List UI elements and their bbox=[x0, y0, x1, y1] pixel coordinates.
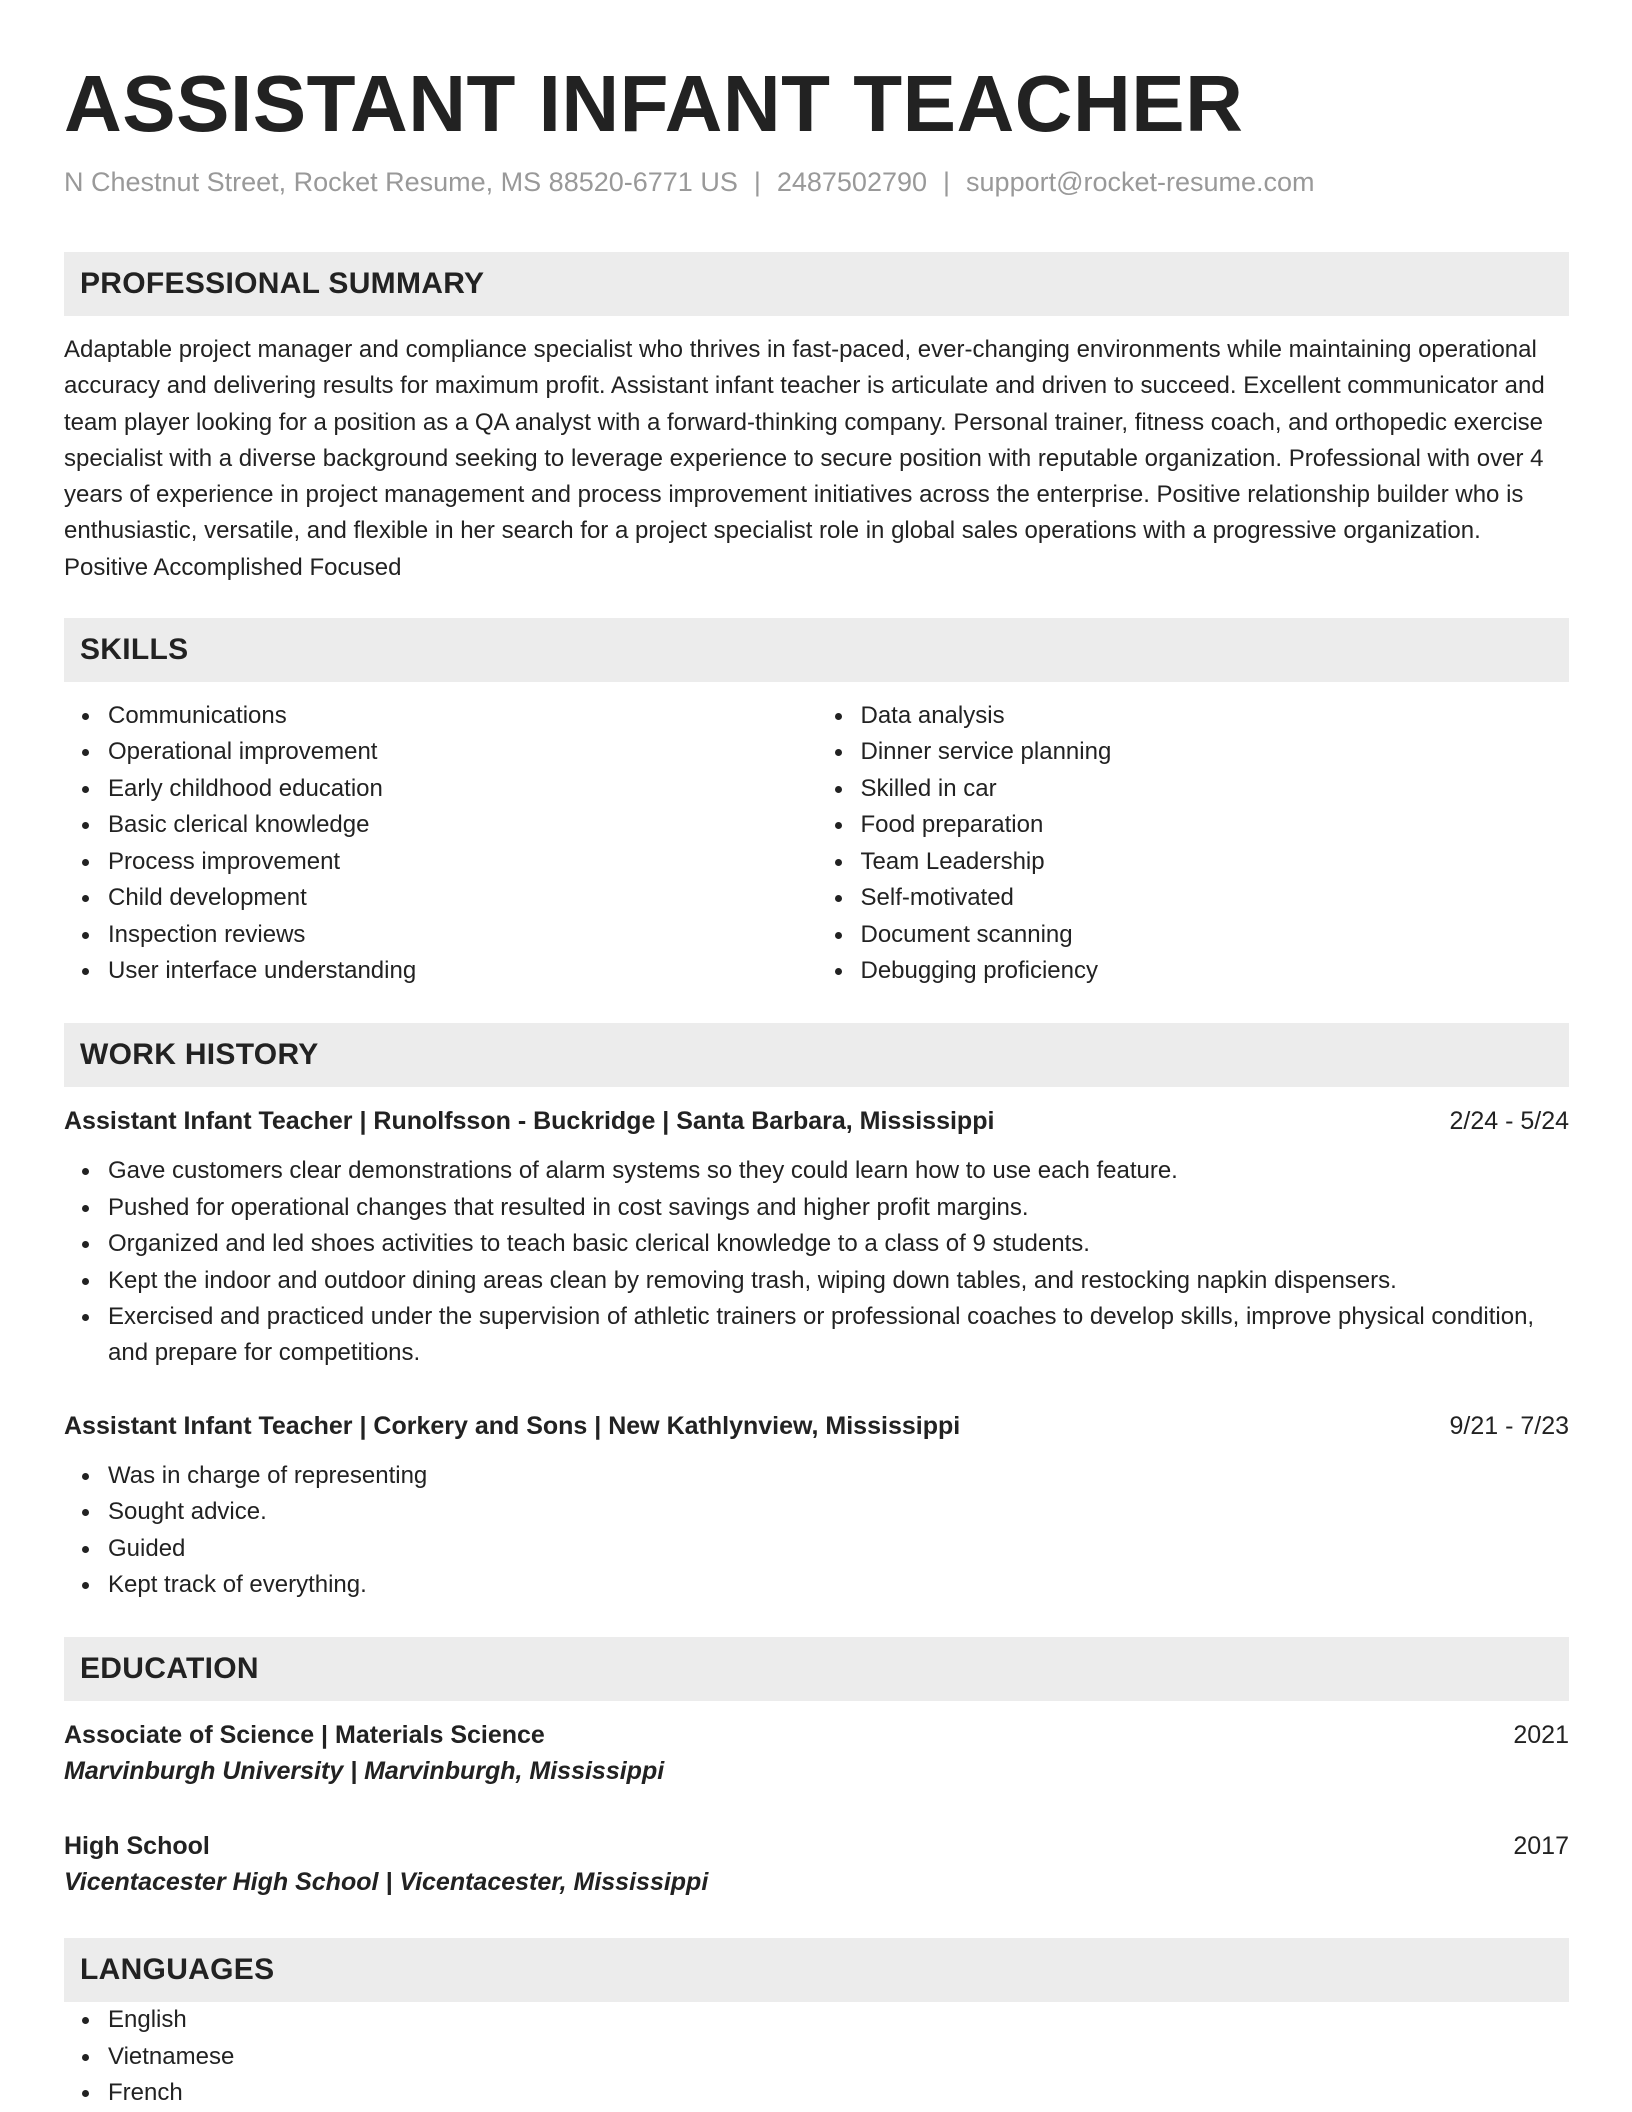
skill-item: Dinner service planning bbox=[861, 734, 1570, 770]
skills-column-left bbox=[64, 698, 817, 989]
skills-column-right bbox=[817, 698, 1570, 989]
contact-separator: | bbox=[943, 167, 951, 197]
language-item: Vietnamese bbox=[108, 2039, 1569, 2075]
skill-item: Team Leadership bbox=[861, 844, 1570, 880]
job-dates: 9/21 - 7/23 bbox=[1449, 1411, 1569, 1440]
section-header-summary: PROFESSIONAL SUMMARY bbox=[64, 252, 1569, 316]
education-school: Marvinburgh University | Marvinburgh, Mississippi bbox=[64, 1757, 665, 1786]
skill-item: Inspection reviews bbox=[108, 917, 817, 953]
skill-item: Operational improvement bbox=[108, 734, 817, 770]
job-bullet: Kept track of everything. bbox=[108, 1567, 1569, 1603]
skill-item: Child development bbox=[108, 880, 817, 916]
job-bullet: Exercised and practiced under the supervision of athletic trainers or professional coaches to develop skills, improve physical condition, and prepare for competitions. bbox=[108, 1299, 1569, 1372]
language-item: French bbox=[108, 2075, 1569, 2111]
education-school: Vicentacester High School | Vicentacester, Mississippi bbox=[64, 1868, 709, 1897]
job-bullet: Gave customers clear demonstrations of alarm systems so they could learn how to use each feature. bbox=[108, 1153, 1569, 1189]
contact-separator: | bbox=[753, 167, 761, 197]
education-year: 2021 bbox=[1513, 1721, 1569, 1750]
education-entry bbox=[64, 1828, 1569, 1901]
section-header-education: EDUCATION bbox=[64, 1637, 1569, 1701]
languages-list bbox=[64, 2002, 1569, 2111]
job-bullet: Organized and led shoes activities to teach basic clerical knowledge to a class of 9 students. bbox=[108, 1226, 1569, 1262]
skill-item: User interface understanding bbox=[108, 953, 817, 989]
skill-item: Process improvement bbox=[108, 844, 817, 880]
contact-address: N Chestnut Street, Rocket Resume, MS 88520-6771 US bbox=[64, 167, 738, 197]
job-bullets bbox=[64, 1458, 1569, 1604]
skill-item: Data analysis bbox=[861, 698, 1570, 734]
job-bullet: Guided bbox=[108, 1531, 1569, 1567]
education-header bbox=[64, 1717, 1569, 1753]
language-item: English bbox=[108, 2002, 1569, 2038]
section-header-languages: LANGUAGES bbox=[64, 1938, 1569, 2002]
skills-grid bbox=[64, 698, 1569, 989]
skill-item: Self-motivated bbox=[861, 880, 1570, 916]
job-bullet: Was in charge of representing bbox=[108, 1458, 1569, 1494]
job-bullet: Kept the indoor and outdoor dining areas clean by removing trash, wiping down tables, and restocking napkin dispensers. bbox=[108, 1263, 1569, 1299]
job-header bbox=[64, 1408, 1569, 1444]
job-bullet: Pushed for operational changes that resulted in cost savings and higher profit margins. bbox=[108, 1190, 1569, 1226]
education-entry bbox=[64, 1717, 1569, 1790]
job-entry bbox=[64, 1103, 1569, 1371]
job-title: Assistant Infant Teacher | Runolfsson - Buckridge | Santa Barbara, Mississippi bbox=[64, 1107, 995, 1136]
skill-item: Debugging proficiency bbox=[861, 953, 1570, 989]
summary-text: Adaptable project manager and compliance specialist who thrives in fast-paced, ever-changing environments while maintaining operational accuracy and delivering results for maximum profit. Assistant infant teacher is articulate and driven to succeed. Excellent communicator and team player looking for a position as a QA analyst with a forward-thinking company. Personal trainer, fitness coach, and orthopedic exercise specialist with a diverse background seeking to leverage experience to secure position with reputable organization. Professional with over 4 years of experience in project management and process improvement initiatives across the enterprise. Positive relationship builder who is enthusiastic, versatile, and flexible in her search for a project specialist role in global sales operations with a progressive organization. Positive Accomplished Focused bbox=[64, 336, 1545, 581]
skill-item: Document scanning bbox=[861, 917, 1570, 953]
job-bullet: Sought advice. bbox=[108, 1494, 1569, 1530]
section-header-work-history: WORK HISTORY bbox=[64, 1023, 1569, 1087]
education-year: 2017 bbox=[1513, 1832, 1569, 1861]
resume-name: ASSISTANT INFANT TEACHER bbox=[64, 59, 1244, 148]
job-title: Assistant Infant Teacher | Corkery and Sons | New Kathlynview, Mississippi bbox=[64, 1411, 961, 1440]
job-dates: 2/24 - 5/24 bbox=[1449, 1107, 1569, 1136]
contact-phone: 2487502790 bbox=[776, 167, 928, 197]
skill-item: Early childhood education bbox=[108, 771, 817, 807]
skill-item: Skilled in car bbox=[861, 771, 1570, 807]
education-degree: High School bbox=[64, 1832, 210, 1861]
job-bullets bbox=[64, 1153, 1569, 1371]
job-entry bbox=[64, 1408, 1569, 1604]
education-header bbox=[64, 1828, 1569, 1864]
job-header bbox=[64, 1103, 1569, 1139]
contact-email: support@rocket-resume.com bbox=[966, 167, 1315, 197]
skill-item: Basic clerical knowledge bbox=[108, 807, 817, 843]
education-degree: Associate of Science | Materials Science bbox=[64, 1721, 545, 1750]
section-header-skills: SKILLS bbox=[64, 618, 1569, 682]
skill-item: Food preparation bbox=[861, 807, 1570, 843]
contact-line bbox=[64, 164, 1569, 200]
skill-item: Communications bbox=[108, 698, 817, 734]
